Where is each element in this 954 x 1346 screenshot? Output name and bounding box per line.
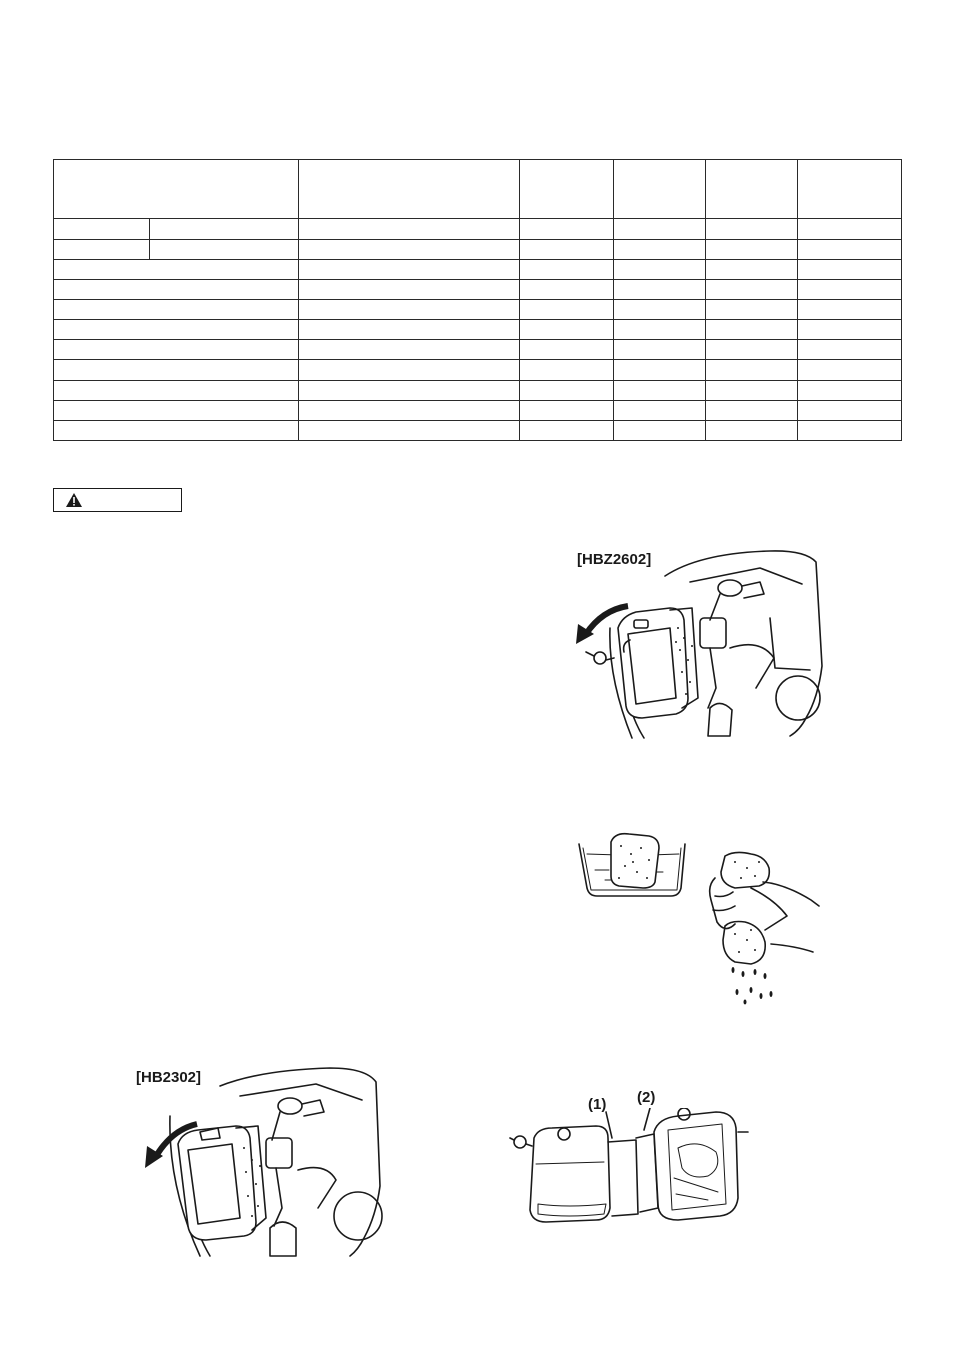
callout-1: (1) xyxy=(588,1096,607,1113)
table-header-cell xyxy=(706,160,798,219)
curved-arrow-icon xyxy=(141,1118,201,1170)
table-row xyxy=(54,400,902,420)
callout-2: (2) xyxy=(637,1089,656,1106)
table-header-cell xyxy=(614,160,706,219)
table-header-cell xyxy=(520,160,614,219)
figure-filter-parts xyxy=(508,1108,758,1234)
table-row xyxy=(54,320,902,340)
figure-label-hb2302: [HB2302] xyxy=(136,1069,202,1086)
curved-arrow-icon xyxy=(572,600,632,646)
figure-filter-washing xyxy=(575,826,825,1006)
table-row xyxy=(54,340,902,360)
warning-triangle-icon xyxy=(65,492,83,508)
table-row xyxy=(54,380,902,400)
table-row xyxy=(54,299,902,319)
table-row xyxy=(54,259,902,279)
table-row xyxy=(54,279,902,299)
warning-box xyxy=(53,488,182,512)
table-row xyxy=(54,360,902,380)
maintenance-table xyxy=(53,159,902,441)
table-header-cell xyxy=(299,160,520,219)
figure-label-hbz2602: [HBZ2602] xyxy=(577,551,652,568)
table-row xyxy=(54,239,902,259)
table-row xyxy=(54,219,902,239)
table-header-cell xyxy=(54,160,299,219)
table-header-cell xyxy=(798,160,902,219)
table-header-row xyxy=(54,160,902,219)
table-row xyxy=(54,420,902,440)
